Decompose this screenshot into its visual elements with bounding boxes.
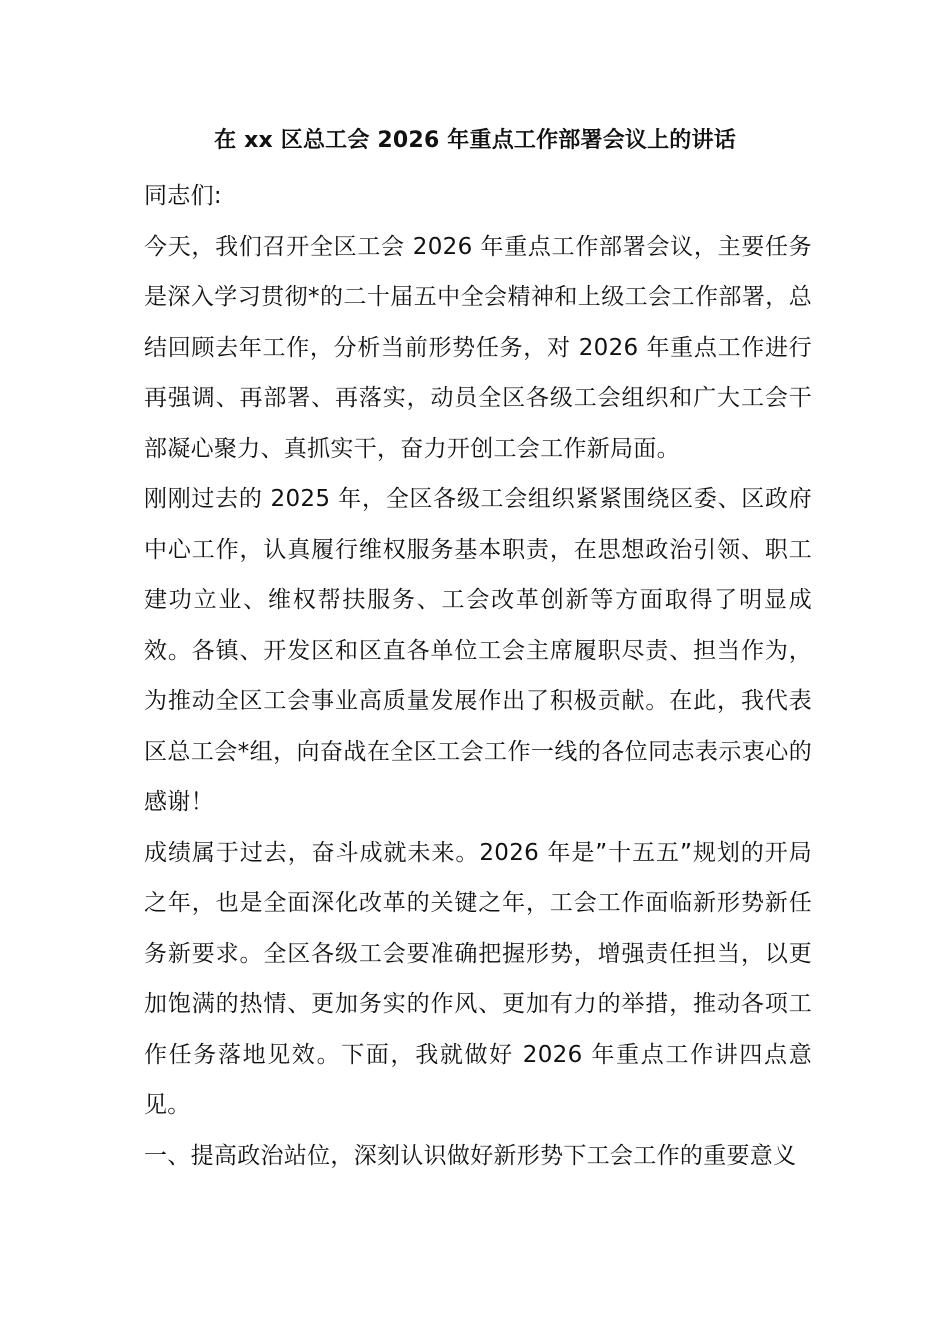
- section-heading: 一、提高政治站位，深刻认识做好新形势下工会工作的重要意义: [144, 1142, 797, 1169]
- paragraph: 刚刚过去的 2025 年，全区各级工会组织紧紧围绕区委、区政府中心工作，认真履行维权服务基本职责，在思想政治引领、职工建功立业、维权帮扶服务、工会改革创新等方面取得了明显成效。各镇、开发区和区直各单位工会主席履职尽责、担当作为，为推动全区工会事业高质量发展作出了积极贡献。在此，我代表区总工会*组，向奋战在全区工会工作一线的各位同志表示衷心的感谢！: [144, 486, 812, 815]
- paragraph: 成绩属于过去，奋斗成就未来。2026 年是”十五五”规划的开局之年，也是全面深化改革的关键之年，工会工作面临新形势新任务新要求。全区各级工会要准确把握形势，增强责任担当，以更加饱满的热情、更加务实的作风、更加有力的举措，推动各项工作任务落地见效。下面，我就做好 2026 年重点工作讲四点意见。: [144, 839, 812, 1118]
- paragraph: 今天，我们召开全区工会 2026 年重点工作部署会议，主要任务是深入学习贯彻*的二十届五中全会精神和上级工会工作部署，总结回顾去年工作，分析当前形势任务，对 2026 年重点工作进行再强调、再部署、再落实，动员全区各级工会组织和广大工会干部凝心聚力、真抓实干，奋力开创工会工作新局面。: [144, 233, 812, 462]
- document-title: 在 xx 区总工会 2026 年重点工作部署会议上的讲话: [214, 128, 736, 153]
- document-body: [144, 171, 812, 1181]
- salutation: 同志们:: [144, 183, 222, 209]
